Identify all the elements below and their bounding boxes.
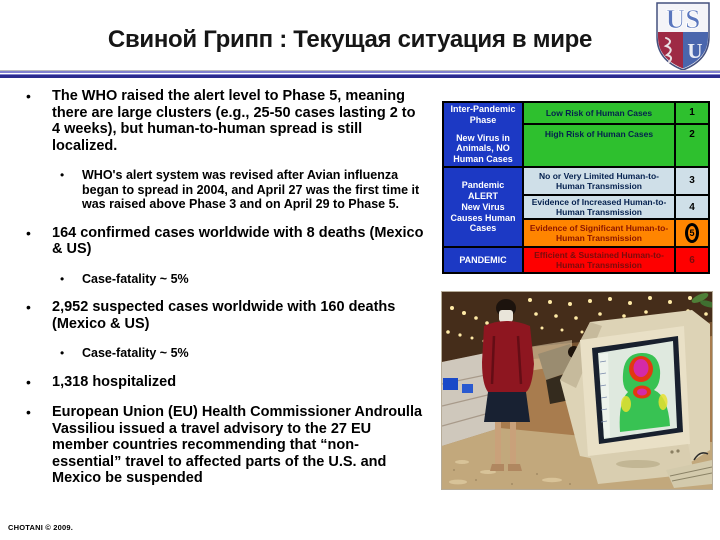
subbullet-text: Case-fatality ~ 5%	[82, 346, 189, 360]
phase-sublabel: New Virus Causes Human Cases	[450, 201, 516, 234]
usu-shield-logo	[654, 2, 712, 72]
thermal-warm-shoulder	[621, 396, 631, 412]
phase-sublabel: New Virus in Animals, NO Human Cases	[453, 132, 513, 165]
navy-skirt	[484, 392, 530, 422]
bullet-dot: •	[60, 271, 65, 286]
copyright-footer: CHOTANI © 2009.	[8, 523, 74, 532]
row-desc-phase2: High Risk of Human Cases	[523, 124, 675, 167]
bullet-text: The WHO raised the alert level to Phase 5, meaning there are large clusters (e.g., 25-50 cases lasting 2 to 4 weeks), but human-to-human spread is still localized.	[52, 88, 416, 154]
phase-label: Pandemic ALERT	[461, 180, 505, 201]
thermal-image	[598, 341, 677, 439]
subbullet-text: Case-fatality ~ 5%	[82, 271, 189, 286]
row-desc-phase6: Efficient & Sustained Human-to-Human Transmission	[523, 247, 675, 273]
phase-cell-pandemic	[443, 247, 523, 273]
shoe	[490, 464, 504, 471]
bullet-suspected-cases	[22, 299, 430, 332]
face-mask	[499, 310, 513, 322]
bullet-dot: •	[26, 404, 31, 420]
blue-sign-small	[462, 384, 473, 393]
logo-letter-u-bottom: U	[687, 39, 703, 63]
row-num-phase2: 2	[675, 124, 709, 167]
phase-label: Inter-Pandemic Phase	[450, 104, 516, 125]
row-num-phase4: 4	[675, 195, 709, 219]
bullet-dot: •	[26, 299, 31, 315]
bullet-eu-travel-advisory	[22, 404, 430, 487]
thermal-warm-shoulder	[659, 394, 668, 410]
thermal-screening-photo	[441, 291, 713, 490]
row-num-phase1: 1	[675, 102, 709, 124]
phase-label: PANDEMIC	[459, 254, 507, 265]
thermal-neck-core	[637, 389, 647, 396]
bullet-text: 2,952 suspected cases worldwide with 160 deaths (Mexico & US)	[52, 299, 396, 332]
row-desc-phase1: Low Risk of Human Cases	[523, 102, 675, 124]
leg	[495, 422, 501, 464]
bullet-text: 164 confirmed cases worldwide with 8 deaths (Mexico & US)	[52, 224, 424, 257]
row-num-phase3: 3	[675, 167, 709, 195]
row-desc-phase3: No or Very Limited Human-to-Human Transmission	[523, 167, 675, 195]
logo-letters-us: US	[665, 4, 701, 34]
shoe	[508, 464, 522, 471]
bullet-dot: •	[60, 168, 65, 182]
subbullet-case-fatality-1	[56, 272, 430, 287]
bullet-dot: •	[26, 373, 31, 390]
row-desc-phase4: Evidence of Increased Human-to-Human Transmission	[523, 195, 675, 219]
blue-sign	[443, 378, 458, 390]
row-num-phase6: 6	[675, 247, 709, 273]
phase-cell-pandemic-alert	[443, 167, 523, 247]
who-pandemic-phase-table	[442, 101, 710, 274]
subbullet-text: WHO's alert system was revised after Avian influenza began to spread in 2004, and April 27 was the first time it was raised above Phase 3 and on April 29 to Phase 5.	[82, 168, 420, 211]
bullet-hospitalized	[22, 374, 430, 391]
row-desc-phase5: Evidence of Significant Human-to-Human Transmission	[523, 219, 675, 247]
photo-scene	[442, 292, 712, 489]
bullet-confirmed-cases	[22, 225, 430, 258]
bullet-dot: •	[26, 88, 31, 104]
phase-cell-interpandemic	[443, 102, 523, 167]
bullet-dot: •	[26, 224, 31, 241]
leg	[510, 422, 516, 464]
bullet-who-phase5	[22, 88, 430, 154]
slide-title: Свиной Грипп : Текущая ситуация в мире	[107, 26, 593, 53]
row-num-phase5	[675, 219, 709, 247]
bullet-text: 1,318 hospitalized	[52, 373, 177, 390]
subbullet-alert-system	[56, 168, 430, 212]
bullet-dot: •	[60, 346, 65, 360]
red-jacket	[482, 321, 534, 392]
title-divider-rule	[0, 70, 720, 78]
phase5-circle-annotation: 5	[685, 223, 699, 243]
thermal-head-core	[634, 359, 649, 377]
subbullet-case-fatality-2	[56, 346, 430, 361]
bullet-text: European Union (EU) Health Commissioner Androulla Vassiliou issued a travel advisory to the 27 EU member countries recommending that “non-essential” travel to affected parts of the U.S. and Mexico be suspended	[52, 404, 423, 486]
bullet-list	[22, 88, 430, 501]
base-shadow	[616, 460, 660, 468]
